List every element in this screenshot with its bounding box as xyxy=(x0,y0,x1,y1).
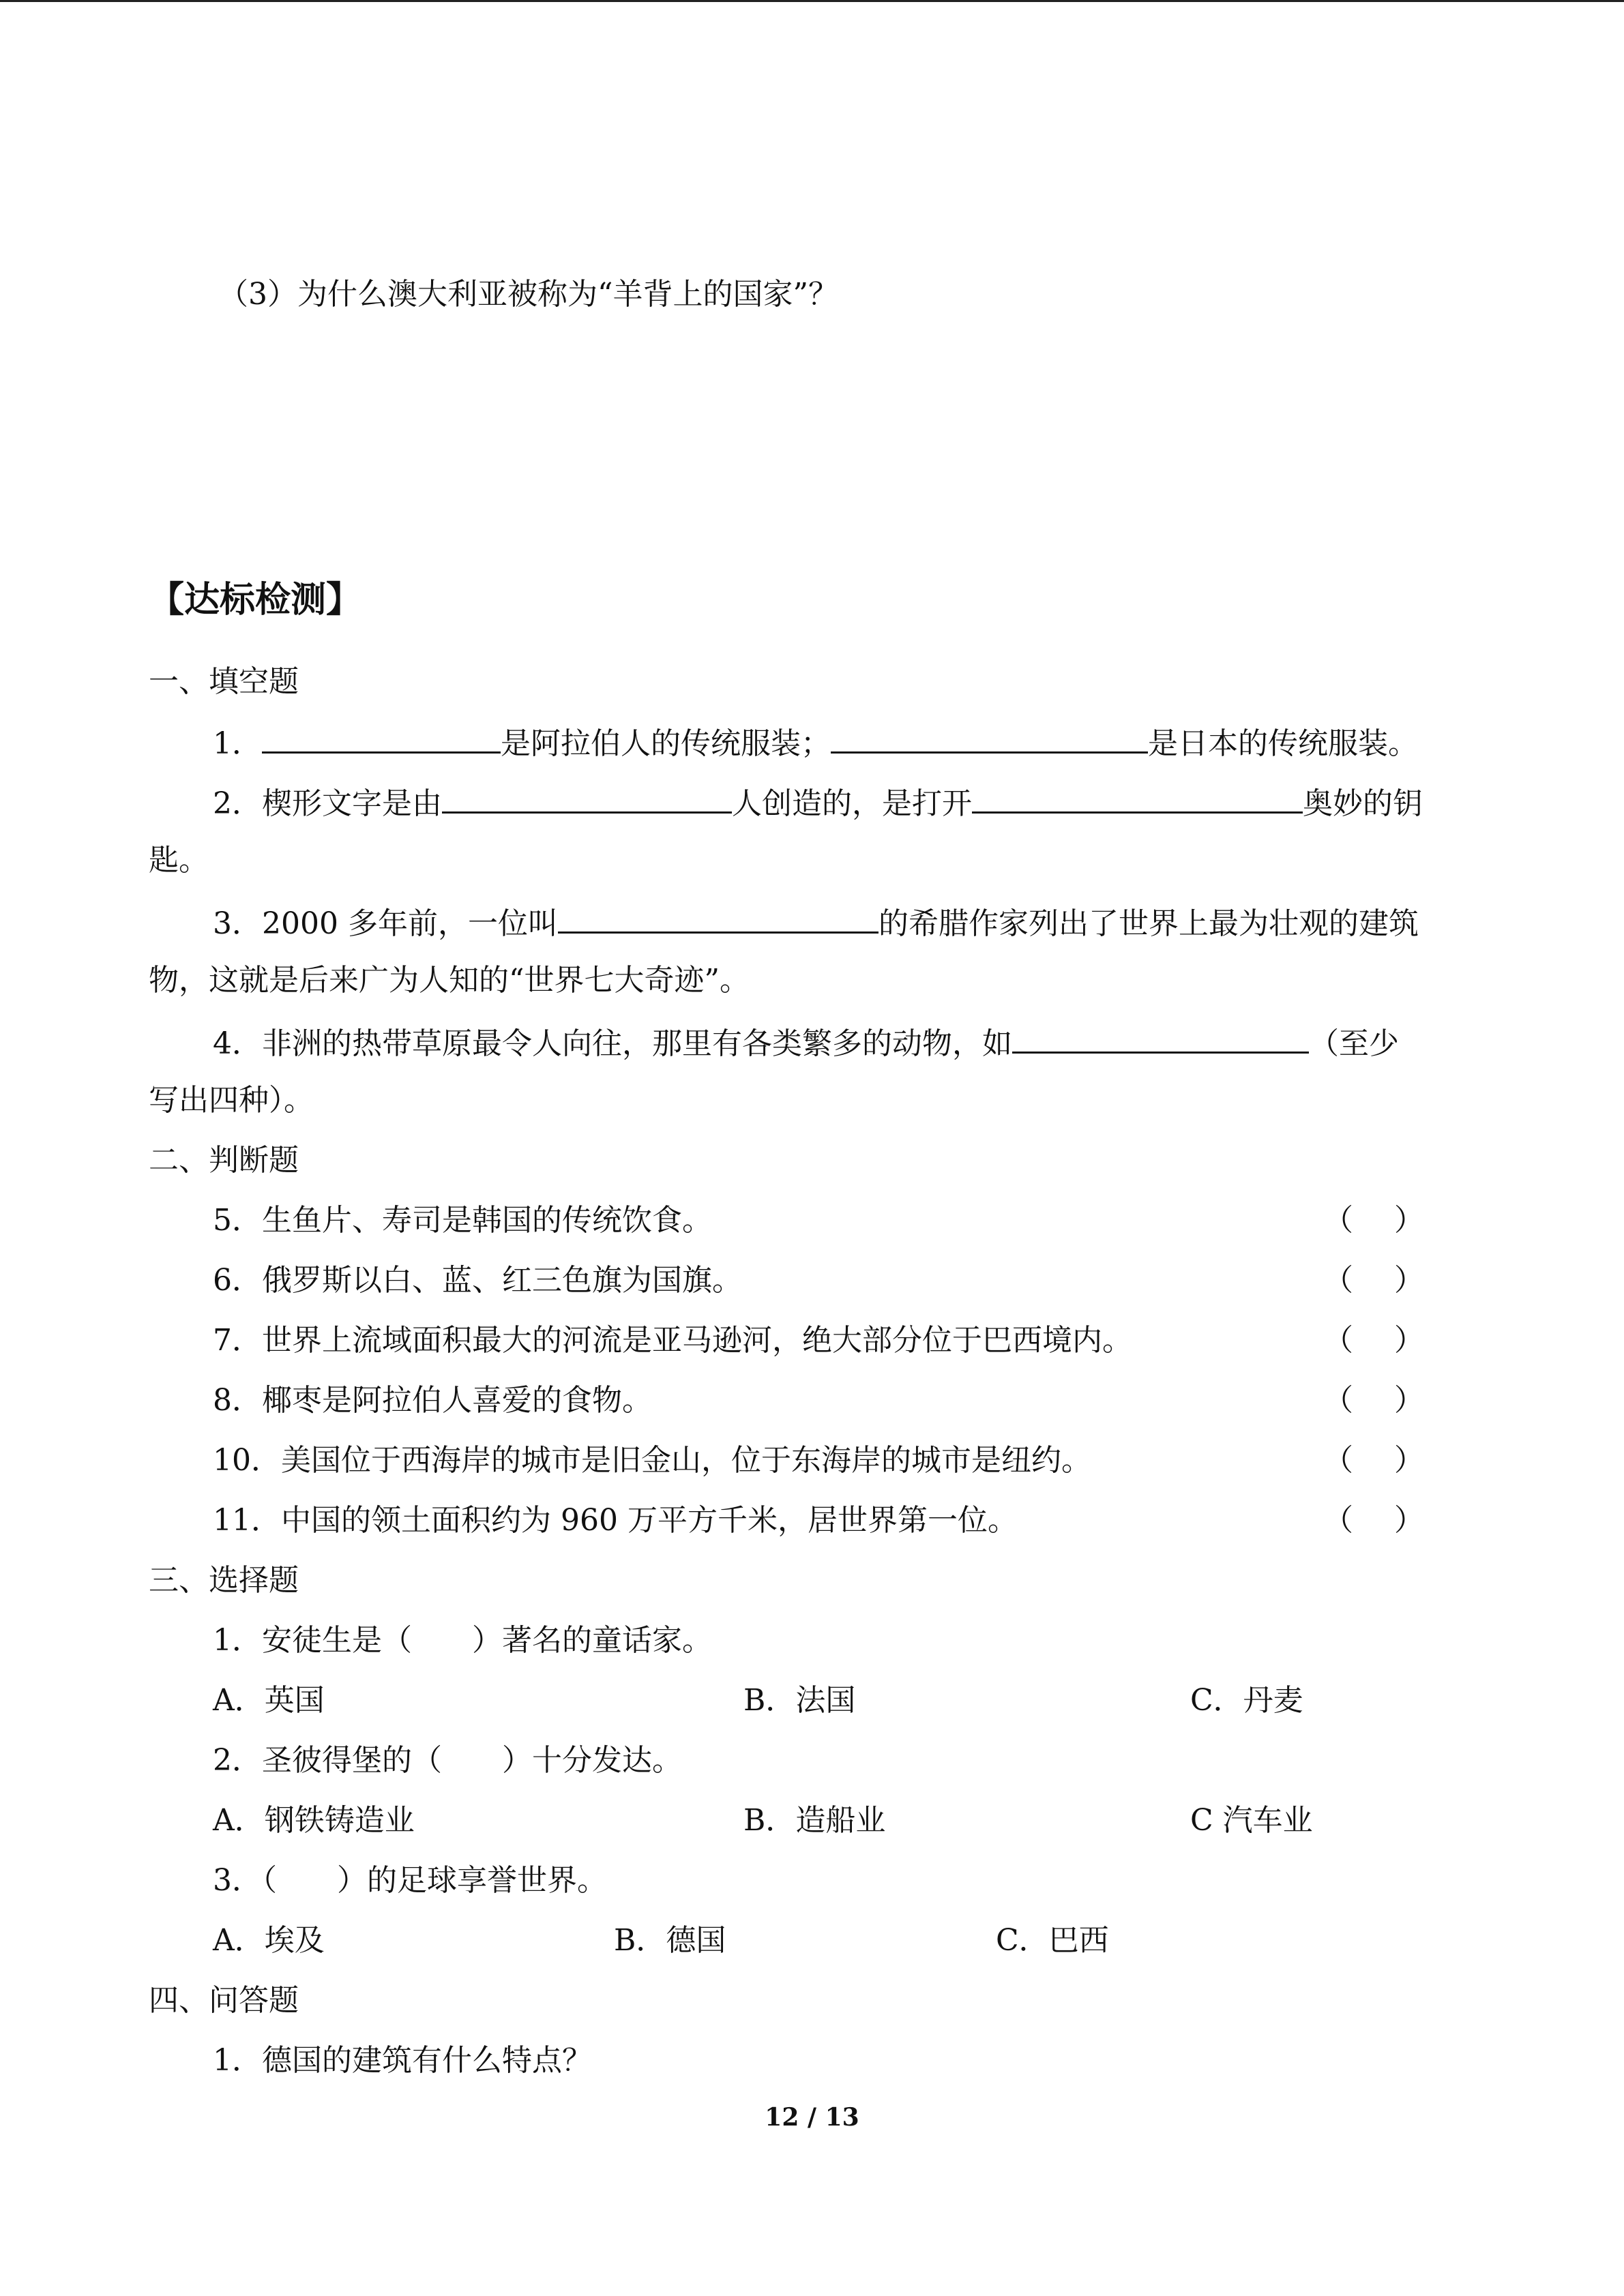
judge-item-10: 10．美国位于西海岸的城市是旧金山，位于东海岸的城市是纽约。 xyxy=(213,1443,1091,1478)
q1-number: 1． xyxy=(213,726,262,761)
q4-blank-1[interactable] xyxy=(1012,1022,1309,1054)
q1-text-2: 是日本的传统服装。 xyxy=(1148,726,1418,761)
fill-question-3 xyxy=(213,901,1419,944)
judge-item-7: 7．世界上流域面积最大的河流是亚马逊河，绝大部分位于巴西境内。 xyxy=(213,1323,1132,1358)
q1-blank-1[interactable] xyxy=(262,721,501,754)
judge-item-8: 8．椰枣是阿拉伯人喜爱的食物。 xyxy=(213,1383,652,1418)
paren-open: （ xyxy=(1323,1383,1353,1418)
q4-text-0: 4．非洲的热带草原最令人向往，那里有各类繁多的动物，如 xyxy=(213,1026,1012,1061)
q2-blank-2[interactable] xyxy=(972,781,1303,814)
part4-title: 四、问答题 xyxy=(149,1983,299,2018)
q2-text-1: 人创造的，是打开 xyxy=(732,786,972,821)
paren-close: ） xyxy=(1394,1263,1424,1298)
qa-question-1: 1．德国的建筑有什么特点？ xyxy=(213,2043,592,2078)
paren-open: （ xyxy=(1323,1503,1353,1538)
paren-open: （ xyxy=(1323,1263,1353,1298)
paren-close: ） xyxy=(1394,1503,1424,1538)
page-number: 12 / 13 xyxy=(765,2103,859,2132)
paren-open: （ xyxy=(1323,1443,1353,1478)
fill-question-2 xyxy=(213,781,1423,824)
paren-close: ） xyxy=(1394,1323,1424,1358)
choice-2-option-b[interactable]: B．造船业 xyxy=(743,1803,886,1838)
paren-open: （ xyxy=(1323,1323,1353,1358)
judge-answer-paren-6[interactable] xyxy=(1323,1260,1424,1301)
judge-answer-paren-11[interactable] xyxy=(1323,1500,1424,1541)
q2-text-0: 2．楔形文字是由 xyxy=(213,786,442,821)
choice-3-option-c[interactable]: C．巴西 xyxy=(996,1923,1109,1958)
judge-answer-paren-7[interactable] xyxy=(1323,1320,1424,1361)
judge-item-11: 11．中国的领土面积约为 960 万平方千米，居世界第一位。 xyxy=(213,1503,1018,1538)
judge-item-6: 6．俄罗斯以白、蓝、红三色旗为国旗。 xyxy=(213,1263,742,1298)
choice-2-option-a[interactable]: A．钢铁铸造业 xyxy=(213,1803,415,1838)
q2-continuation: 匙。 xyxy=(149,843,209,878)
choice-question-1: 1．安徒生是（ ）著名的童话家。 xyxy=(213,1623,712,1658)
choice-1-option-b[interactable]: B．法国 xyxy=(743,1683,856,1718)
q3-text-1: 的希腊作家列出了世界上最为壮观的建筑 xyxy=(878,906,1419,941)
choice-3-option-b[interactable]: B．德国 xyxy=(614,1923,726,1958)
fill-question-1 xyxy=(213,721,1418,764)
paren-close: ） xyxy=(1394,1383,1424,1418)
q3-continuation: 物，这就是后来广为人知的“世界七大奇迹”。 xyxy=(149,963,750,998)
prev-question-3: （3）为什么澳大利亚被称为“羊背上的国家”？ xyxy=(218,277,838,312)
paren-close: ） xyxy=(1394,1443,1424,1478)
paren-close: ） xyxy=(1394,1203,1424,1238)
paren-open: （ xyxy=(1323,1203,1353,1238)
choice-question-2: 2．圣彼得堡的（ ）十分发达。 xyxy=(213,1743,682,1778)
choice-2-option-c[interactable]: C 汽车业 xyxy=(1190,1803,1313,1838)
part2-title: 二、判断题 xyxy=(149,1143,299,1178)
q2-blank-1[interactable] xyxy=(442,781,732,814)
q2-text-2: 奥妙的钥 xyxy=(1303,786,1423,821)
q1-blank-2[interactable] xyxy=(831,721,1148,754)
q3-blank-1[interactable] xyxy=(558,901,879,934)
choice-3-option-a[interactable]: A．埃及 xyxy=(213,1923,325,1958)
judge-item-5: 5．生鱼片、寿司是韩国的传统饮食。 xyxy=(213,1203,712,1238)
choice-1-option-a[interactable]: A．英国 xyxy=(213,1683,325,1718)
judge-answer-paren-10[interactable] xyxy=(1323,1440,1424,1481)
judge-answer-paren-5[interactable] xyxy=(1323,1200,1424,1241)
q4-text-1: （至少 xyxy=(1309,1026,1399,1061)
page-top-border xyxy=(0,0,1624,2)
fill-question-4 xyxy=(213,1022,1399,1064)
part1-title: 一、填空题 xyxy=(149,664,299,699)
choice-question-3: 3．（ ）的足球享誉世界。 xyxy=(213,1863,607,1898)
section-title: 【达标检测】 xyxy=(149,580,362,621)
choice-1-option-c[interactable]: C．丹麦 xyxy=(1190,1683,1303,1718)
part3-title: 三、选择题 xyxy=(149,1563,299,1598)
judge-answer-paren-8[interactable] xyxy=(1323,1380,1424,1421)
q4-continuation: 写出四种）。 xyxy=(149,1083,314,1118)
q1-text-1: 是阿拉伯人的传统服装； xyxy=(501,726,831,761)
q3-text-0: 3．2000 多年前，一位叫 xyxy=(213,906,558,941)
